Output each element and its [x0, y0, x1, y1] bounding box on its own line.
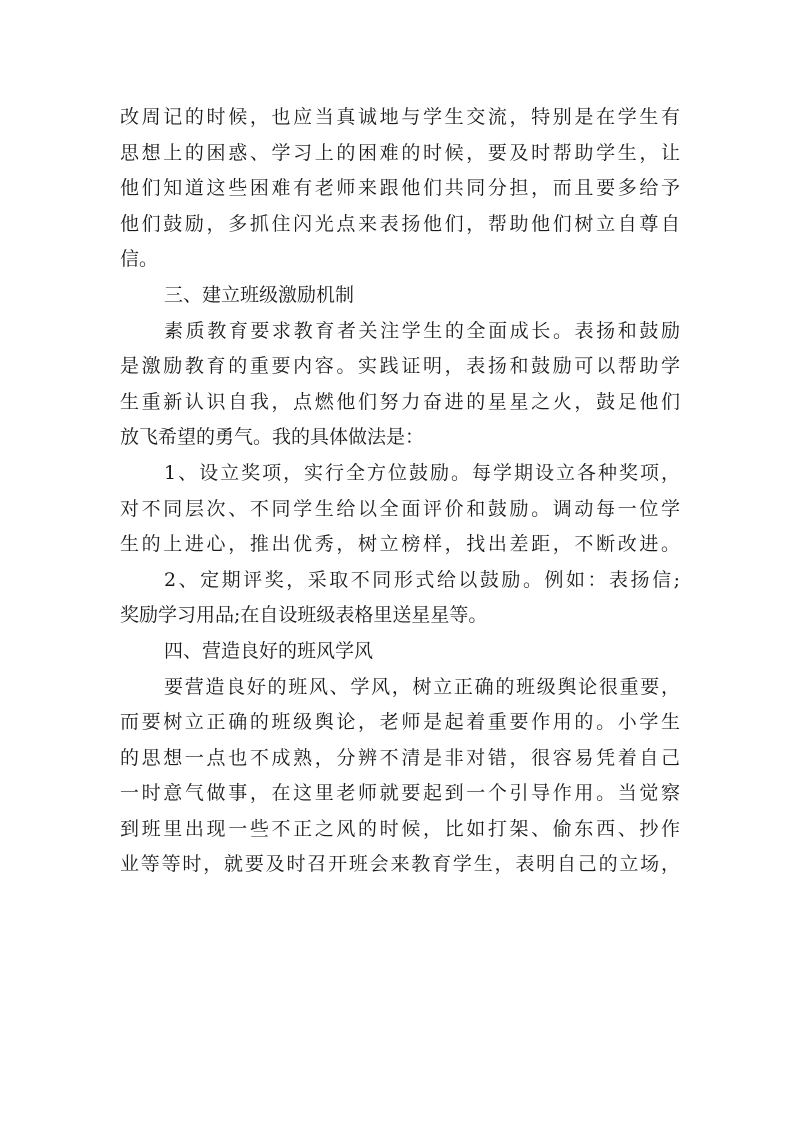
text-line: 奖励学习用品;在自设班级表格里送星星等。 — [120, 604, 488, 627]
text-line: 到班里出现一些不正之风的时候，比如打架、偷东西、抄作 — [120, 817, 680, 840]
text-line: 他们知道这些困难有老师来跟他们共同分担，而且要多给予 — [120, 177, 680, 200]
text-line: 1、设立奖项，实行全方位鼓励。每学期设立各种奖项， — [164, 461, 680, 484]
text-line: 生重新认识自我，点燃他们努力奋进的星星之火，鼓足他们 — [120, 390, 680, 413]
text-line: 素质教育要求教育者关注学生的全面成长。表扬和鼓励 — [164, 319, 680, 342]
text-line: 他们鼓励，多抓住闪光点来表扬他们，帮助他们树立自尊自 — [120, 212, 680, 235]
text-line: 放飞希望的勇气。我的具体做法是： — [120, 426, 425, 449]
text-line: 生的上进心，推出优秀，树立榜样，找出差距，不断改进。 — [120, 533, 680, 556]
text-line: 思想上的困惑、学习上的困难的时候，要及时帮助学生，让 — [120, 141, 680, 164]
document-body-text — [120, 100, 680, 883]
text-line: 的思想一点也不成熟，分辨不清是非对错，很容易凭着自己 — [120, 746, 680, 769]
text-line: 2、定期评奖，采取不同形式给以鼓励。例如：表扬信; — [164, 568, 680, 591]
text-line: 信。 — [120, 248, 159, 271]
text-line: 是激励教育的重要内容。实践证明，表扬和鼓励可以帮助学 — [120, 355, 680, 378]
text-line: 要营造良好的班风、学风，树立正确的班级舆论很重要， — [164, 675, 680, 698]
text-line: 三、建立班级激励机制 — [164, 283, 355, 306]
text-line: 一时意气做事，在这里老师就要起到一个引导作用。当觉察 — [120, 782, 680, 805]
text-line: 四、营造良好的班风学风 — [164, 639, 374, 662]
text-line: 业等等时，就要及时召开班会来教育学生，表明自己的立场， — [120, 853, 680, 876]
text-line: 改周记的时候，也应当真诚地与学生交流，特别是在学生有 — [120, 106, 680, 128]
text-line: 对不同层次、不同学生给以全面评价和鼓励。调动每一位学 — [120, 497, 680, 520]
text-line: 而要树立正确的班级舆论，老师是起着重要作用的。小学生 — [120, 711, 680, 734]
